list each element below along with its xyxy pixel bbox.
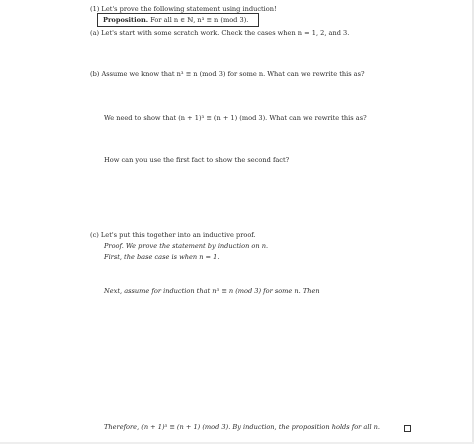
part-c-conclusion: Therefore, (n + 1)³ ≡ (n + 1) (mod 3). By induction, the proposition holds for all n. bbox=[104, 423, 381, 431]
part-b-use-first-fact: How can you use the first fact to show the second fact? bbox=[104, 156, 290, 164]
qed-box-icon bbox=[404, 425, 411, 432]
part-a-text: (a) Let's start with some scratch work. Check the cases when n = 1, 2, and 3. bbox=[90, 29, 350, 37]
part-c-proof-start: Proof. We prove the statement by induction on n. bbox=[104, 242, 269, 250]
part-c-intro: (c) Let's put this together into an inductive proof. bbox=[90, 231, 256, 239]
proposition bbox=[103, 16, 248, 24]
part-c-assume: Next, assume for induction that n³ ≡ n (mod 3) for some n. Then bbox=[104, 287, 320, 295]
part-c-base-case: First, the base case is when n = 1. bbox=[104, 253, 220, 261]
proposition-text: For all n ∈ ℕ, n³ ≡ n (mod 3). bbox=[150, 16, 249, 24]
part-b-question: (b) Assume we know that n³ ≡ n (mod 3) for some n. What can we rewrite this as? bbox=[90, 70, 365, 78]
part-b-need-to-show: We need to show that (n + 1)³ ≡ (n + 1) (mod 3). What can we rewrite this as? bbox=[104, 114, 367, 122]
proposition-label: Proposition. bbox=[103, 16, 149, 24]
problem-header: (1) Let's prove the following statement using induction! bbox=[90, 5, 277, 13]
